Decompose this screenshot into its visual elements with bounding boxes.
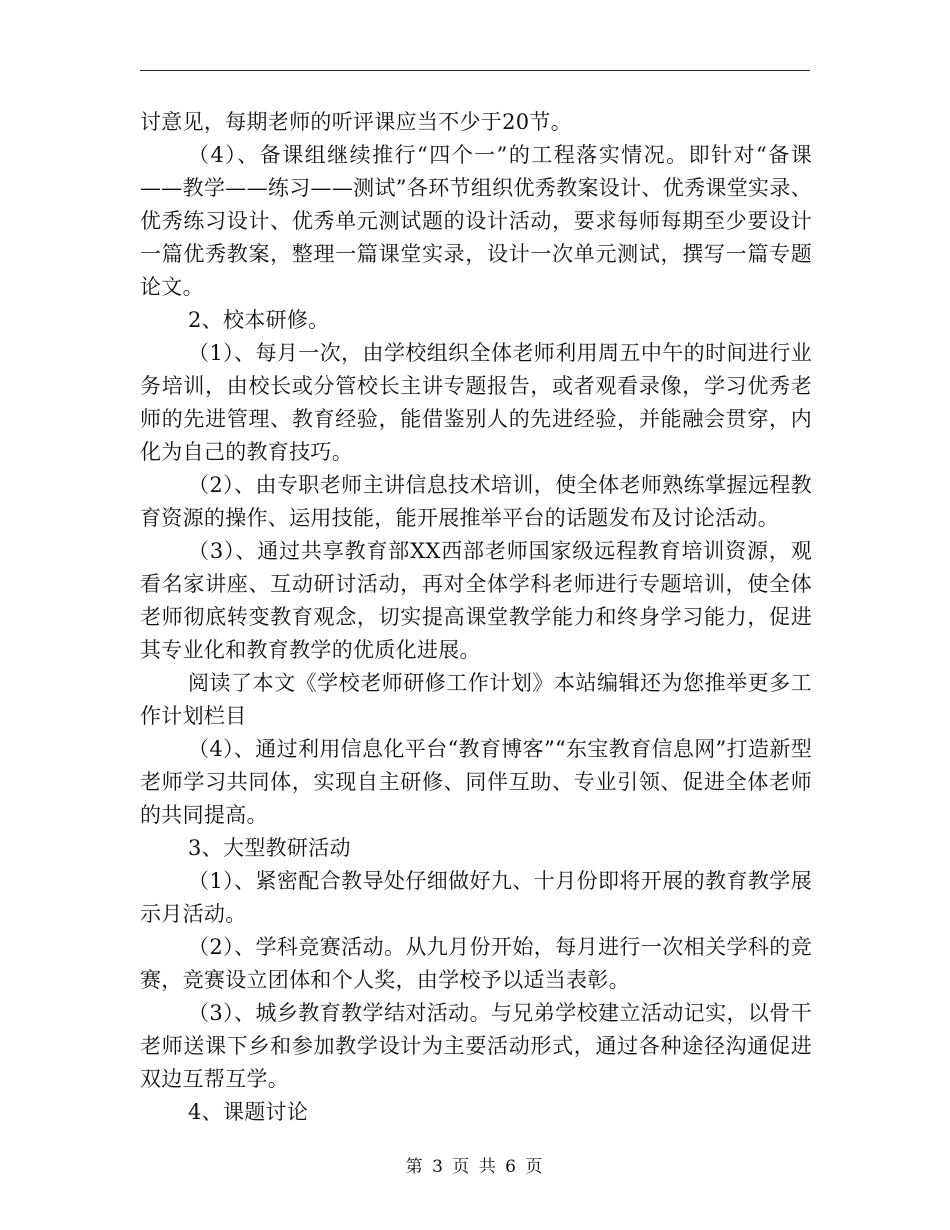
paragraph: （2）、由专职老师主讲信息技术培训，使全体老师熟练掌握远程教育资源的操作、运用技能，能开展推举平台的话题发布及讨论活动。 [140, 473, 812, 530]
section-heading: 3、大型教研活动 [188, 836, 351, 860]
paragraph: （2）、学科竞赛活动。从九月份开始，每月进行一次相关学科的竞赛，竞赛设立团体和个人奖，由学校予以适当表彰。 [140, 935, 812, 992]
paragraph: （1）、每月一次，由学校组织全体老师利用周五中午的时间进行业务培训，由校长或分管校长主讲专题报告，或者观看录像，学习优秀老师的先进管理、教育经验，能借鉴别人的先进经验，并能融会贯穿，内化为自己的教育技巧。 [140, 341, 812, 464]
page-number-footer: 第 3 页 共 6 页 [405, 1157, 545, 1177]
section-heading: 2、校本研修。 [188, 308, 330, 332]
paragraph: （3）、城乡教育教学结对活动。与兄弟学校建立活动记实，以骨干老师送课下乡和参加教学设计为主要活动形式，通过各种途径沟通促进双边互帮互学。 [140, 1001, 812, 1091]
document-body [140, 106, 812, 1129]
section-heading: 4、课题讨论 [188, 1100, 309, 1124]
paragraph: （3）、通过共享教育部XX西部老师国家级远程教育培训资源，观看名家讲座、互动研讨活动，再对全体学科老师进行专题培训，使全体老师彻底转变教育观念，切实提高课堂教学能力和终身学习能力，促进其专业化和教育教学的优质化进展。 [140, 539, 812, 662]
header-rule [140, 70, 810, 71]
paragraph: （1）、紧密配合教导处仔细做好九、十月份即将开展的教育教学展示月活动。 [140, 869, 812, 926]
paragraph: 阅读了本文《学校老师研修工作计划》本站编辑还为您推举更多工作计划栏目 [140, 671, 812, 728]
paragraph: （4）、通过利用信息化平台“教育博客”“东宝教育信息网”打造新型老师学习共同体，实现自主研修、同伴互助、专业引领、促进全体老师的共同提高。 [140, 737, 812, 827]
paragraph: （4）、备课组继续推行“四个一”的工程落实情况。即针对“备课——教学——练习——测试”各环节组织优秀教案设计、优秀课堂实录、优秀练习设计、优秀单元测试题的设计活动，要求每师每期至少要设计一篇优秀教案，整理一篇课堂实录，设计一次单元测试，撰写一篇专题论文。 [140, 143, 812, 299]
paragraph: 讨意见，每期老师的听评课应当不少于20节。 [140, 110, 573, 134]
